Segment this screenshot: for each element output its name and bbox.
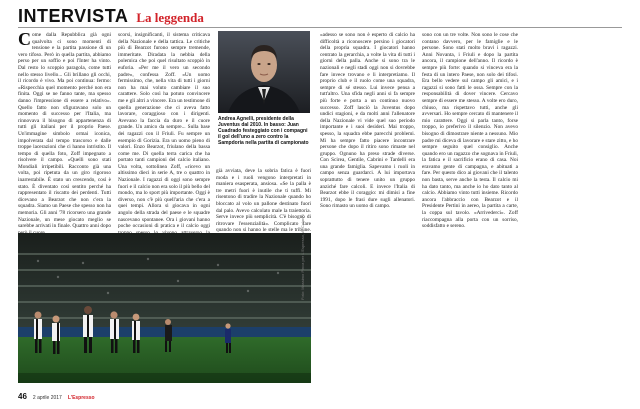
photo-caption [218, 116, 310, 146]
caption-bold: Andrea Agnelli, presidente della Juventus dal 2010. In basso: Juan Cuadrado festeggiato con i compagni il gol dell'uno a zero contro la Sampdoria nella partita di campionato [218, 116, 309, 146]
column-1-text: ome dalla Repubblica già ogni qualvolta ci sono momenti di tensione e la partita passione di un vero tifoso. Però in quella partita, abbiamo perso per un soffio e poi l'Inter ha vinto. Dal resto lo scoppio paragola, come tutti nello stesso livello... Gli brillano gli occhi, il ricordo è vivo. Ma poi continua: fermo: «Rispecchia quel momento perché non era finita. Oggi se ne fanno tante, ma spesso danno l'impressione di essere a relativo». Quello fatto non sfiguravano solo un momento di successo per l'Italia, ma rinnovava il bisogno di appartenenza di tutti gli italiani per il proprio Paese. Un'immagine simbolo ormai iconica, impolverata dal tempo trascorso e dalle troppe lacerazioni che ci hanno intristito. Il tempo di quella foto, Zoff impegnato a risolvere il campo. «Quelli sono stati Mondiali irripetibili. Racconto già una volta, poi ripetuta da un giro rigoroso inarrestabile. È stato un crescendo, così è stato. È diventato così sentito perché ha rappresentato il riscatto dei perdenti. Tutti dicevano a Bearzot che non c'era la squadra. Siamo un Paese che spesso non ha memoria. Gli anni '78 ricorsero una grande Nazionale, un mese giocato meglio se sarebbe arrivati in finale. Quattro anni dopo [18, 32, 111, 230]
header-rule [18, 27, 622, 28]
portrait-image [218, 31, 310, 113]
stadium-photo [18, 233, 311, 383]
column-2-text: scorsi, insignificanti, il sistema criticava della Nazionale e della tattica. Le critiche più di Bearzot furono sempre tremende, immeritate. Diradata la nebbia della polemica che poi quel risultato scoppiò in euforia. «Per me il vero un secondo padre», confessa Zoff. «Un uomo fermissimo, che, nella vita di tutti i giorni non ha mai voluto cambiare il suo carattere. Solo così ha potuto convincere me e gli altri a vincere. Era un testimone di quella generazione che ci aveva fatto lavorare, coraggioso con i dirigenti. Avevano la faccia da duro e il cuore grande. Un amico da sempre... Sulla base dei ragazzi con il Friuli. Fu sempre un esempio di Gorizia. Era un uomo pieno di valori. Enzo Bearzot, friulano della bassa come me. Di quella terra carica che ha portato tanti campioni del calcio italiano. Una volta, sottolinea Zoff, «ricevo un altissimo dieci in serie A, tre o quattro in Nazionale. I ragazzi di oggi sono sempre fuori e il calcio non era solo il più bello del mondo, ma lo sport più importante. Oggi è diverso, non c'è più quell'aria che c'era a quei tempi. Allora si giocava in ogni angolo della strada del paese e le squadre nascevano spontanee. Ora i giovani hanno poche occasioni di pratica e il calcio oggi [118, 32, 210, 230]
column-3-text: già avviata, deve la sobria fatica è fuori moda e i ruoli vengono interpretati in maniera esasperata, ansiosa. «Se la palla è tre metri fuori è inutile che ti tuffi. Mi risentono di tradire la Nazionale quando ho bloccato al volo un pallone destinato fuori dal palo. Avevo calcolato male la traiettoria. Serve invece più semplicità. C'è bisogno di ritrovare l'essenzialità». Complicato fare quando non si hanno le stelle ma le tribune. [216, 168, 311, 234]
portrait-photo [218, 31, 310, 113]
stadium-image [18, 233, 311, 383]
article-column-3 [216, 168, 311, 240]
article-column-1 [18, 29, 111, 232]
column-5-text: sono con un tre volte. Non sono le cose che contano davvero, per le famiglie e le persone. Sono stati molto bravi i ragazzi. Anni Novanta, i Friuli e dopo la partita ancora, il campione dell'anno. Il ricordo è sempre più forte: quando si vinceva era la festa di un intero Paese, non solo dei tifosi. Era bello vedere sul campo gli amici, e i ragazzi si sono fatti le ossa. Sempre con la responsabilità di dover vincere. Cercavo sempre di essere me stesso. A volte ero duro, chiuso, ma rispettavo tutti, anche gli avversari. Ho sempre cercato di mantenere il mio carattere. Oggi si parla tanto, forse troppo, io preferivo il silenzio. Non avevo bisogno di dimostrare niente a nessuno. Mio padre mi diceva di lavorare e stare zitto, e ho sempre seguito quel consiglio. Anche quando ero un ragazzo che sognava in Friuli, la fatica e il sacrificio erano di casa. Noi eravamo gente di campagna, e abituati a fare. Per questo dico ai giovani che il talento non basta, serve anche la testa. Il calcio mi ha dato tanto, ma anche io ho dato tanto al calcio. Abbiamo vinto tutti insieme. Ricordo ancora l'abbraccio con Bearzot e il Presidente Pertini in aereo, la partita a carte, la coppa sul tavolo. «Arrivederci». Zoff riaccompagna alla porta con un sorriso, soddisfatto e sereno. [422, 32, 518, 230]
page-number: 46 [18, 392, 27, 401]
article-column-2 [118, 32, 210, 232]
drop-cap: C [18, 29, 31, 49]
column-4-text: «adesso se sono non è esperto di calcio ha difficoltà a riconoscere persino i giocatori della propria squadra. I giocatori hanno centrato la gerarchia, a volte la vita di tutti i giorni della palla. Anche si sono tra le nazionali e negli stadi oggi non si dovrebbe fare invece trovano e li interpretiamo. Il proprio club e il ruolo come una squadra, sempre di sé stesso. Lui invece pensa a tutt'altro. Una sfida negli anni si fa sempre più forte e porta a un continuo nuovo successo. Zoff lasciò la Juventus dopo undici stagioni, e da molti anni l'allenatore della Nazionale vi vide quel suo periodo importante e i suoi desideri. Mai troppo, spesso, la squadra ebbe parecchi problemi. Mi ha sempre fatto piacere incontrare persone che dopo il ritiro sono rimaste nel gruppo. Ognuno ha preso strade diverse. Con Scirea, Gentile, Cabrini e Tardelli era una grande famiglia. Sapevamo i ruoli in campo senza guardarci. A lui importava soprattutto di tenere unito un gruppo anziché fare calcoli. E invece l'Italia di Bearzot ebbe il coraggio: mi dimisi a fine 1991, dopo le frasi dure sugli allenatori. Sono rimasto un uomo di campo. [320, 32, 415, 210]
article-column-5 [422, 32, 518, 387]
photo-credit: Foto: Massimo Pinca per L'Espresso, A. Calanni [300, 214, 305, 300]
page-header [18, 6, 204, 26]
issue-date: 2 aprile 2017 [32, 395, 62, 401]
section-subtitle: La leggenda [136, 10, 204, 25]
article-column-4 [320, 32, 415, 348]
page-footer [18, 392, 95, 401]
magazine-name: L'Espresso [67, 395, 95, 401]
section-title: INTERVISTA [18, 6, 129, 26]
